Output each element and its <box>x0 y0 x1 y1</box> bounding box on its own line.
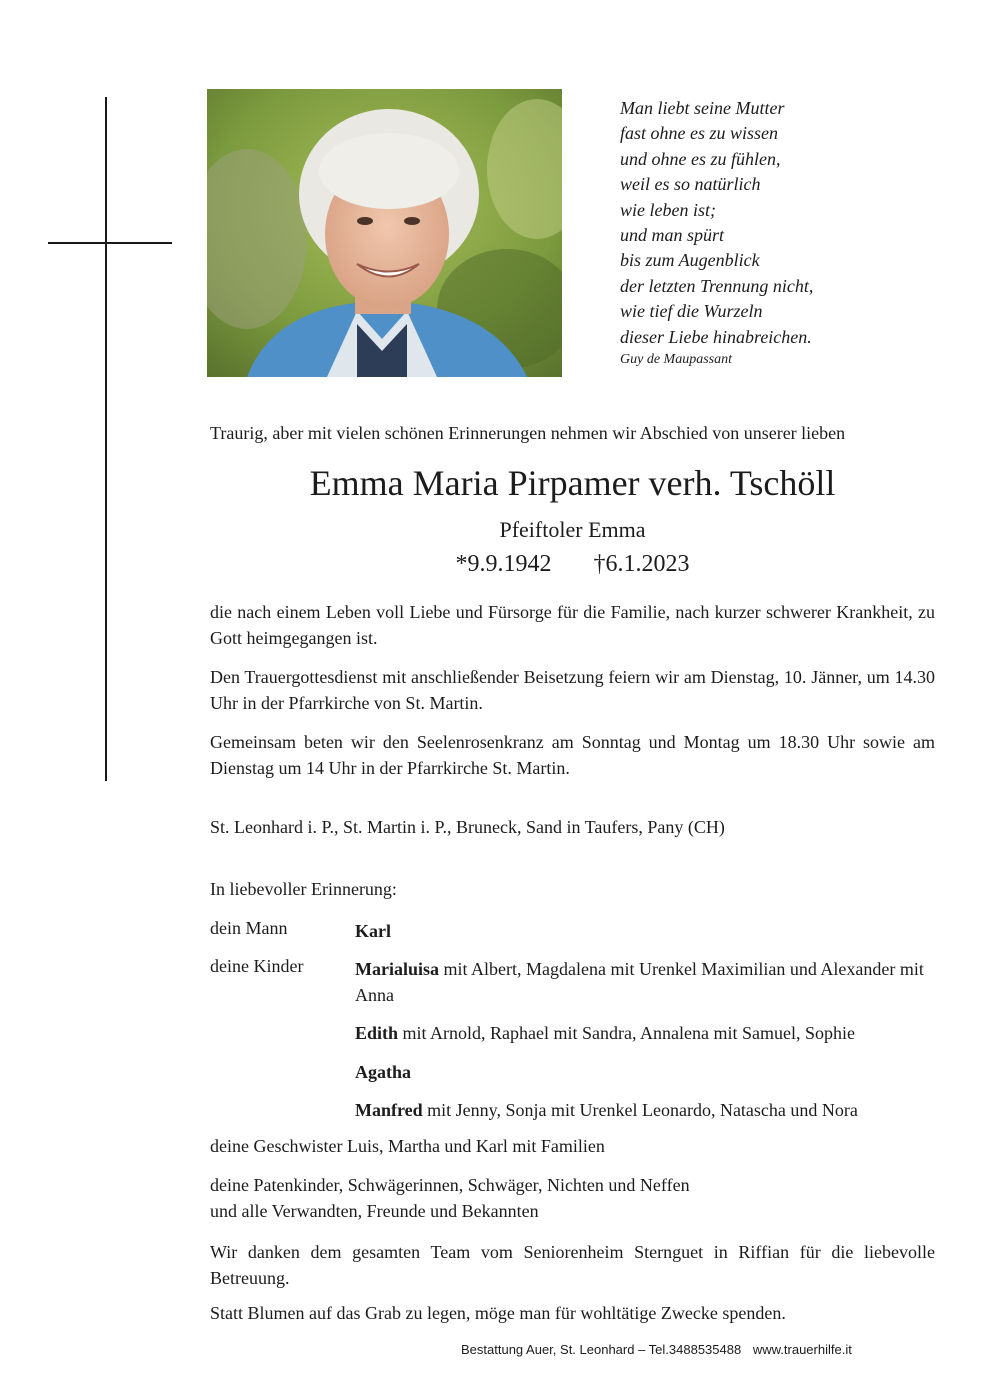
child-name: Edith <box>355 1023 399 1043</box>
child-name: Agatha <box>355 1062 412 1082</box>
husband-label: dein Mann <box>210 918 288 938</box>
poem-line: bis zum Augenblick <box>620 250 760 271</box>
nickname: Pfeiftoler Emma <box>499 517 646 542</box>
portrait-photo <box>207 89 562 377</box>
death-date: †6.1.2023 <box>593 551 690 577</box>
child-name: Manfred <box>355 1100 423 1120</box>
cross-vertical-bar <box>105 97 107 781</box>
relatives-line-1: deine Patenkinder, Schwägerinnen, Schwäger, Nichten und Neffen <box>210 1175 690 1195</box>
children-label: deine Kinder <box>210 956 304 976</box>
child-name: Marialuisa <box>355 959 439 979</box>
child-entry <box>355 1020 935 1046</box>
child-family: mit Albert, Magdalena mit Urenkel Maximilian und Alexander mit Anna <box>355 959 924 1005</box>
paragraph-passing: die nach einem Leben voll Liebe und Fürsorge für die Familie, nach kurzer schwerer Krankheit, zu Gott heimgegangen ist. <box>210 602 935 648</box>
places-list: St. Leonhard i. P., St. Martin i. P., Bruneck, Sand in Taufers, Pany (CH) <box>210 817 725 837</box>
child-family: mit Jenny, Sonja mit Urenkel Leonardo, Natascha und Nora <box>422 1100 858 1120</box>
deceased-name: Emma Maria Pirpamer verh. Tschöll <box>309 463 836 503</box>
child-entry <box>355 956 935 1008</box>
poem-line: wie tief die Wurzeln <box>620 301 763 322</box>
thanks-text: Wir danken dem gesamten Team vom Seniorenheim Sternguet in Riffian für die liebevolle Betreuung. <box>210 1242 935 1288</box>
husband-name <box>355 918 935 944</box>
poem-line: und man spürt <box>620 225 725 246</box>
poem <box>620 96 813 370</box>
husband-name-text: Karl <box>355 921 391 941</box>
memory-heading: In liebevoller Erinnerung: <box>210 879 397 899</box>
flowers-note: Statt Blumen auf das Grab zu legen, möge man für wohltätige Zwecke spenden. <box>210 1303 786 1323</box>
poem-line: Man liebt seine Mutter <box>620 98 785 118</box>
cross-horizontal-bar <box>48 242 172 244</box>
poem-line: der letzten Trennung nicht, <box>620 275 814 296</box>
poem-line: weil es so natürlich <box>620 174 761 195</box>
intro-text: Traurig, aber mit vielen schönen Erinnerungen nehmen wir Abschied von unserer lieben <box>210 423 846 443</box>
child-entry <box>355 1097 935 1123</box>
birth-date: *9.9.1942 <box>455 551 552 577</box>
poem-line: fast ohne es zu wissen <box>620 123 779 144</box>
footer-company: Bestattung Auer, St. Leonhard – Tel.3488535488 <box>461 1342 742 1357</box>
paragraph-funeral: Den Trauergottesdienst mit anschließender Beisetzung feiern wir am Dienstag, 10. Jänner, um 14.30 Uhr in der Pfarrkirche von St. Martin. <box>210 667 935 713</box>
poem-line: dieser Liebe hinabreichen. <box>620 326 812 347</box>
child-family: mit Arnold, Raphael mit Sandra, Annalena mit Samuel, Sophie <box>398 1023 855 1043</box>
footer-website: www.trauerhilfe.it <box>752 1342 852 1357</box>
child-entry <box>355 1059 935 1085</box>
footer <box>461 1342 860 1357</box>
life-dates <box>210 551 935 578</box>
paragraph-rosary: Gemeinsam beten wir den Seelenrosenkranz am Sonntag und Montag um 18.30 Uhr sowie am Dienstag um 14 Uhr in der Pfarrkirche St. Martin. <box>210 732 935 778</box>
siblings-line: deine Geschwister Luis, Martha und Karl mit Familien <box>210 1136 605 1156</box>
poem-line: wie leben ist; <box>620 199 716 220</box>
relatives-line-2: und alle Verwandten, Freunde und Bekannten <box>210 1201 539 1221</box>
poem-line: und ohne es zu fühlen, <box>620 148 781 169</box>
poem-author: Guy de Maupassant <box>620 352 732 368</box>
